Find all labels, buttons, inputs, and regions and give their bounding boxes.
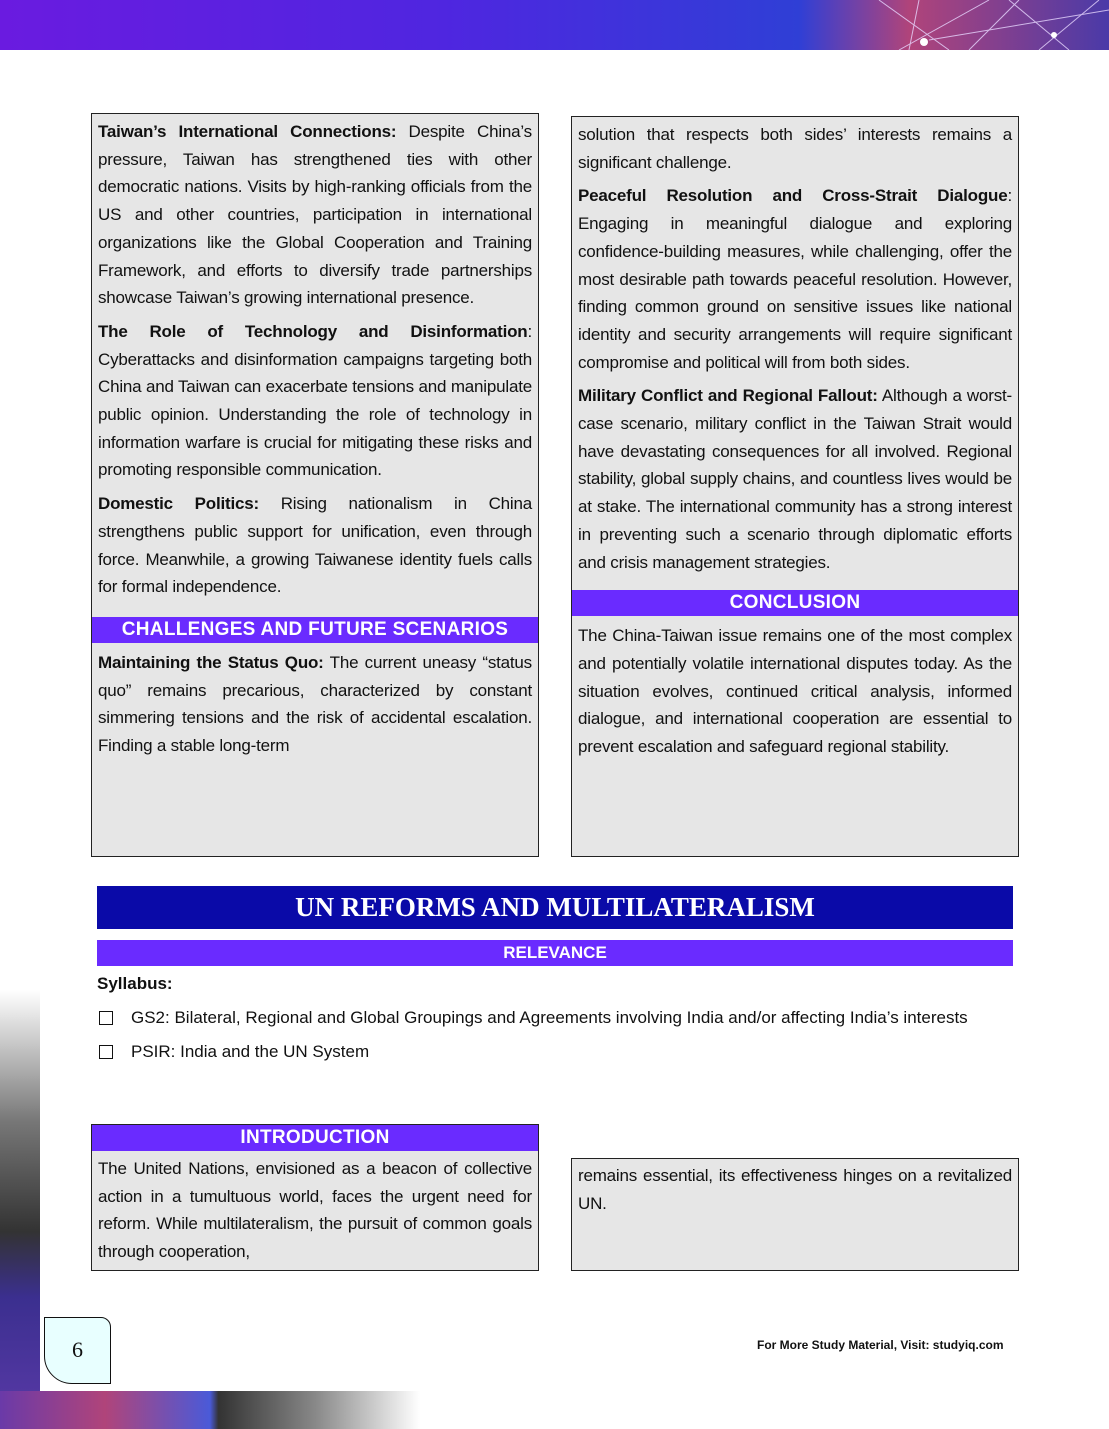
introduction-box (91, 1124, 539, 1271)
introduction-text: The United Nations, envisioned as a beacon of collective action in a tumultuous world, faces the urgent need for reform. While multilateralism, the pursuit of common goals through cooperation, (98, 1159, 532, 1262)
paragraph-text: : Engaging in meaningful dialogue and exploring confidence-building measures, while challenging, offer the most desirable path towards peaceful resolution. However, finding common ground on sensitive issues like national identity and security arrangements will require significant compromise and political will from both sides. (578, 186, 1012, 372)
list-item-text: GS2: Bilateral, Regional and Global Groupings and Agreements involving India and/or affecting India’s interests (131, 1008, 968, 1027)
paragraph-text: The current uneasy “status quo” remains precarious, characterized by constant simmering tensions and the risk of accidental escalation. Finding a stable long-term (98, 652, 532, 756)
paragraph-heading: Maintaining the Status Quo: (98, 652, 324, 672)
list-item (97, 1038, 1013, 1066)
paragraph-heading: Military Conflict and Regional Fallout: (578, 386, 878, 406)
right-column-box (571, 116, 1019, 857)
paragraph-text: Although a worst-case scenario, military conflict in the Taiwan Strait would have devastating consequences for all involved. Regional stability, global supply chains, and countless lives would be at stake. The international community has a strong interest in preventing such a scenario through diplomatic efforts and crisis management strategies. (578, 386, 1012, 572)
paragraph (98, 490, 532, 601)
paragraph: solution that respects both sides’ interests remains a significant challenge. (578, 125, 1012, 172)
paragraph-text: Despite China’s pressure, Taiwan has strengthened ties with other democratic nations. Visits by high-ranking officials from the US and other countries, participation in international organizations like the Global Cooperation and Training Framework, and efforts to diversify trade partnerships showcase Taiwan’s growing international presence. (98, 122, 532, 308)
checkbox-bullet-icon (99, 1045, 113, 1059)
paragraph-heading: Domestic Politics: (98, 494, 259, 514)
syllabus-section (97, 974, 1013, 1072)
paragraph-heading: Peaceful Resolution and Cross-Strait Dialogue (578, 186, 1008, 206)
footer-link-text: For More Study Material, Visit: studyiq.com (757, 1338, 1004, 1352)
section-heading: CONCLUSION (572, 590, 1018, 616)
paragraph-text: : Cyberattacks and disinformation campaigns targeting both China and Taiwan can exacerbate tensions and manipulate public opinion. Understanding the role of technology in information warfare is crucial for mitigating these risks and promoting responsible communication. (98, 321, 532, 480)
section-heading: CHALLENGES AND FUTURE SCENARIOS (92, 617, 538, 643)
syllabus-label: Syllabus: (97, 974, 173, 993)
header-banner (0, 0, 1109, 50)
network-graphic-icon (869, 0, 1109, 50)
list-item-text: PSIR: India and the UN System (131, 1042, 370, 1061)
paragraph-heading: The Role of Technology and Disinformation (98, 321, 528, 341)
side-decoration (0, 990, 40, 1429)
introduction-heading: INTRODUCTION (92, 1125, 538, 1151)
introduction-continuation-text: remains essential, its effectiveness hinges on a revitalized UN. (578, 1166, 1012, 1213)
introduction-continuation-box (571, 1158, 1019, 1271)
conclusion-text: The China-Taiwan issue remains one of the most complex and potentially volatile international disputes today. As the situation evolves, continued critical analysis, informed dialogue, and international cooperation are essential to prevent escalation and safeguard regional stability. (578, 626, 1012, 757)
paragraph (98, 118, 532, 312)
topic-title: UN REFORMS AND MULTILATERALISM (97, 886, 1013, 929)
left-column-box (91, 113, 539, 857)
paragraph (578, 382, 1012, 576)
paragraph (98, 649, 532, 760)
paragraph (578, 182, 1012, 376)
list-item (97, 1004, 1013, 1032)
paragraph-heading: Taiwan’s International Connections: (98, 122, 397, 141)
paragraph-text: Rising nationalism in China strengthens public support for unification, even through force. Meanwhile, a growing Taiwanese identity fuels calls for formal independence. (98, 494, 532, 597)
footer-decoration (0, 1391, 420, 1429)
relevance-heading: RELEVANCE (97, 940, 1013, 966)
page-number: 6 (44, 1317, 111, 1384)
checkbox-bullet-icon (99, 1011, 113, 1025)
paragraph (98, 318, 532, 484)
